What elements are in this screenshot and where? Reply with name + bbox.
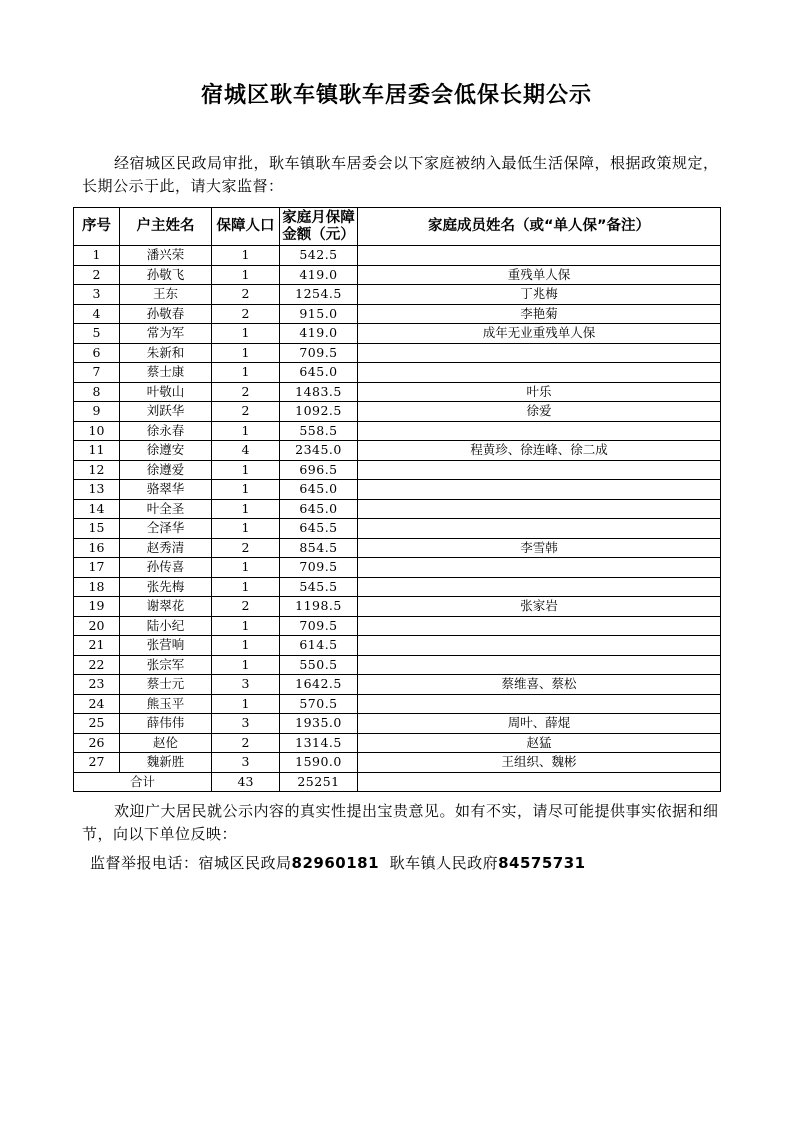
row-amount: 709.5 [280, 343, 358, 363]
table-row [74, 733, 721, 753]
row-no: 1 [74, 246, 120, 266]
row-no: 20 [74, 616, 120, 636]
row-no: 24 [74, 694, 120, 714]
row-no: 14 [74, 499, 120, 519]
row-householder-name: 薛伟伟 [120, 714, 212, 734]
table-row [74, 616, 721, 636]
row-amount: 419.0 [280, 324, 358, 344]
row-amount: 550.5 [280, 655, 358, 675]
row-householder-name: 赵伦 [120, 733, 212, 753]
row-householder-name: 叶敬山 [120, 382, 212, 402]
row-person-count: 2 [212, 597, 280, 617]
row-family-members [358, 421, 721, 441]
feedback-paragraph: 欢迎广大居民就公示内容的真实性提出宝贵意见。如有不实，请尽可能提供事实依据和细节，向以下单位反映： [82, 802, 719, 843]
row-no: 26 [74, 733, 120, 753]
row-family-members: 徐爱 [358, 402, 721, 422]
row-family-members [358, 577, 721, 597]
row-householder-name: 张宗军 [120, 655, 212, 675]
row-person-count: 1 [212, 577, 280, 597]
row-person-count: 2 [212, 538, 280, 558]
row-no: 22 [74, 655, 120, 675]
row-person-count: 2 [212, 733, 280, 753]
row-family-members: 叶乐 [358, 382, 721, 402]
row-no: 3 [74, 285, 120, 305]
subsidy-table [73, 207, 721, 792]
row-person-count: 1 [212, 558, 280, 578]
row-person-count: 1 [212, 519, 280, 539]
row-person-count: 1 [212, 421, 280, 441]
row-person-count: 4 [212, 441, 280, 461]
row-family-members: 成年无业重残单人保 [358, 324, 721, 344]
row-family-members: 张家岩 [358, 597, 721, 617]
table-header-row [74, 208, 721, 246]
row-householder-name: 孙敬飞 [120, 265, 212, 285]
row-householder-name: 蔡士元 [120, 675, 212, 695]
row-householder-name: 徐永春 [120, 421, 212, 441]
row-no: 12 [74, 460, 120, 480]
row-person-count: 2 [212, 304, 280, 324]
row-amount: 1590.0 [280, 753, 358, 773]
contact-prefix: 监督举报电话： [90, 854, 199, 872]
row-householder-name: 孙敬春 [120, 304, 212, 324]
row-householder-name: 骆翠华 [120, 480, 212, 500]
row-family-members [358, 480, 721, 500]
total-count: 43 [212, 772, 280, 792]
row-householder-name: 蔡士康 [120, 363, 212, 383]
row-person-count: 1 [212, 265, 280, 285]
row-householder-name: 仝泽华 [120, 519, 212, 539]
row-no: 13 [74, 480, 120, 500]
row-person-count: 1 [212, 694, 280, 714]
row-no: 23 [74, 675, 120, 695]
row-amount: 645.0 [280, 363, 358, 383]
row-amount: 1642.5 [280, 675, 358, 695]
table-row [74, 499, 721, 519]
row-no: 5 [74, 324, 120, 344]
row-no: 18 [74, 577, 120, 597]
row-householder-name: 刘跃华 [120, 402, 212, 422]
table-row [74, 558, 721, 578]
row-householder-name: 熊玉平 [120, 694, 212, 714]
table-row [74, 538, 721, 558]
total-row [74, 772, 721, 792]
table-row [74, 246, 721, 266]
row-amount: 1314.5 [280, 733, 358, 753]
row-family-members: 程黄珍、徐连峰、徐二成 [358, 441, 721, 461]
row-amount: 1483.5 [280, 382, 358, 402]
row-person-count: 2 [212, 382, 280, 402]
table-row [74, 480, 721, 500]
row-householder-name: 赵秀清 [120, 538, 212, 558]
row-amount: 558.5 [280, 421, 358, 441]
table-row [74, 402, 721, 422]
row-amount: 696.5 [280, 460, 358, 480]
row-family-members [358, 246, 721, 266]
row-amount: 915.0 [280, 304, 358, 324]
table-row [74, 675, 721, 695]
row-householder-name: 常为军 [120, 324, 212, 344]
row-person-count: 1 [212, 616, 280, 636]
row-no: 25 [74, 714, 120, 734]
row-amount: 419.0 [280, 265, 358, 285]
row-amount: 542.5 [280, 246, 358, 266]
row-family-members: 蔡维喜、蔡松 [358, 675, 721, 695]
table-row [74, 694, 721, 714]
row-householder-name: 张营响 [120, 636, 212, 656]
row-amount: 1092.5 [280, 402, 358, 422]
row-person-count: 1 [212, 363, 280, 383]
row-family-members [358, 655, 721, 675]
row-no: 9 [74, 402, 120, 422]
row-no: 10 [74, 421, 120, 441]
row-family-members [358, 363, 721, 383]
row-householder-name: 张先梅 [120, 577, 212, 597]
row-amount: 645.0 [280, 499, 358, 519]
row-householder-name: 王东 [120, 285, 212, 305]
row-no: 15 [74, 519, 120, 539]
row-family-members [358, 343, 721, 363]
row-person-count: 3 [212, 675, 280, 695]
contact-phone-2: 84575731 [498, 854, 586, 872]
header-name: 户主姓名 [120, 208, 212, 246]
row-amount: 614.5 [280, 636, 358, 656]
row-no: 17 [74, 558, 120, 578]
table-row [74, 597, 721, 617]
row-amount: 854.5 [280, 538, 358, 558]
row-householder-name: 朱新和 [120, 343, 212, 363]
row-person-count: 3 [212, 753, 280, 773]
row-family-members [358, 636, 721, 656]
row-no: 11 [74, 441, 120, 461]
header-count: 保障人口 [212, 208, 280, 246]
row-amount: 1254.5 [280, 285, 358, 305]
row-amount: 2345.0 [280, 441, 358, 461]
row-person-count: 1 [212, 324, 280, 344]
header-no: 序号 [74, 208, 120, 246]
row-person-count: 2 [212, 285, 280, 305]
row-family-members: 周叶、薛焜 [358, 714, 721, 734]
contact-phone-1: 82960181 [291, 854, 380, 872]
row-no: 21 [74, 636, 120, 656]
table-row [74, 714, 721, 734]
contact-org-1: 宿城区民政局 [198, 854, 292, 872]
table-row [74, 655, 721, 675]
row-family-members: 王组织、魏彬 [358, 753, 721, 773]
contact-org-2: 耿车镇人民政府 [389, 854, 499, 872]
total-members-empty [358, 772, 721, 792]
table-row [74, 519, 721, 539]
row-amount: 1935.0 [280, 714, 358, 734]
contact-line [90, 852, 730, 875]
row-family-members: 李艳菊 [358, 304, 721, 324]
total-amount: 25251 [280, 772, 358, 792]
table-row [74, 460, 721, 480]
table-row [74, 304, 721, 324]
row-family-members [358, 519, 721, 539]
row-family-members: 重残单人保 [358, 265, 721, 285]
row-person-count: 1 [212, 480, 280, 500]
row-householder-name: 孙传喜 [120, 558, 212, 578]
row-person-count: 1 [212, 460, 280, 480]
row-no: 4 [74, 304, 120, 324]
row-householder-name: 徐遵安 [120, 441, 212, 461]
table-row [74, 265, 721, 285]
table-row [74, 577, 721, 597]
row-no: 16 [74, 538, 120, 558]
row-householder-name: 谢翠花 [120, 597, 212, 617]
table-row [74, 382, 721, 402]
row-family-members [358, 694, 721, 714]
row-householder-name: 陆小纪 [120, 616, 212, 636]
row-amount: 570.5 [280, 694, 358, 714]
row-family-members [358, 460, 721, 480]
table-row [74, 441, 721, 461]
table-body [74, 246, 721, 773]
row-family-members [358, 616, 721, 636]
row-family-members: 李雪韩 [358, 538, 721, 558]
row-family-members: 赵猛 [358, 733, 721, 753]
row-householder-name: 魏新胜 [120, 753, 212, 773]
header-amount: 家庭月保障金额（元） [280, 208, 358, 246]
row-no: 27 [74, 753, 120, 773]
row-person-count: 1 [212, 655, 280, 675]
row-amount: 709.5 [280, 558, 358, 578]
table-row [74, 753, 721, 773]
table-row [74, 343, 721, 363]
table-row [74, 421, 721, 441]
header-members: 家庭成员姓名（或“单人保”备注） [358, 208, 721, 246]
row-person-count: 3 [212, 714, 280, 734]
row-amount: 545.5 [280, 577, 358, 597]
row-no: 6 [74, 343, 120, 363]
row-householder-name: 徐遵爱 [120, 460, 212, 480]
table-row [74, 363, 721, 383]
row-amount: 645.0 [280, 480, 358, 500]
row-person-count: 1 [212, 343, 280, 363]
row-householder-name: 潘兴荣 [120, 246, 212, 266]
table-row [74, 636, 721, 656]
row-amount: 709.5 [280, 616, 358, 636]
row-family-members [358, 499, 721, 519]
row-no: 19 [74, 597, 120, 617]
row-no: 8 [74, 382, 120, 402]
row-amount: 1198.5 [280, 597, 358, 617]
row-family-members: 丁兆梅 [358, 285, 721, 305]
row-person-count: 2 [212, 402, 280, 422]
row-amount: 645.5 [280, 519, 358, 539]
row-family-members [358, 558, 721, 578]
intro-paragraph: 经宿城区民政局审批，耿车镇耿车居委会以下家庭被纳入最低生活保障，根据政策规定，长期公示于此，请大家监督： [82, 154, 719, 195]
row-person-count: 1 [212, 499, 280, 519]
row-no: 2 [74, 265, 120, 285]
row-no: 7 [74, 363, 120, 383]
row-person-count: 1 [212, 246, 280, 266]
total-label: 合计 [74, 772, 212, 792]
page-title: 宿城区耿车镇耿车居委会低保长期公示 [200, 83, 592, 108]
table-row [74, 285, 721, 305]
row-householder-name: 叶全圣 [120, 499, 212, 519]
row-person-count: 1 [212, 636, 280, 656]
table-row [74, 324, 721, 344]
